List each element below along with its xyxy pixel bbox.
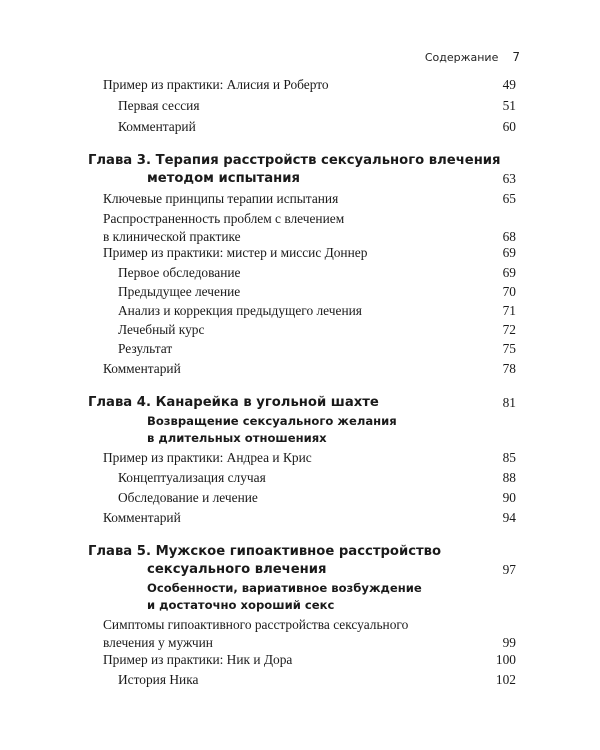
toc-entry-title: Обследование и лечение	[118, 490, 258, 505]
toc-entry-title: Пример из практики: Андреа и Крис	[103, 450, 312, 465]
toc-entry-page: 49	[502, 77, 516, 92]
toc-entry-title: Первая сессия	[118, 98, 200, 113]
toc-entry-page: 69	[502, 265, 516, 280]
chapter-subtitle-line2: в длительных отношениях	[147, 431, 327, 445]
chapter-title-line1: Глава 3. Терапия расстройств сексуального влечения	[88, 153, 501, 168]
page-number: 7	[512, 50, 520, 64]
toc-entry-page: 102	[495, 672, 516, 687]
toc-entry-title: Лечебный курс	[118, 322, 205, 337]
toc-entry-page: 88	[502, 470, 516, 485]
toc-entry-page: 99	[502, 635, 516, 650]
toc-entry[interactable]	[0, 616, 600, 652]
toc-entry-title-line2: в клинической практике	[103, 229, 241, 244]
chapter-title-line2: сексуального влечения	[147, 562, 327, 577]
chapter-title-line2: методом испытания	[147, 171, 300, 186]
toc-entry-title-line2: влечения у мужчин	[103, 635, 213, 650]
toc-entry-title: Результат	[118, 341, 173, 356]
chapter-title	[88, 152, 501, 188]
toc-entry-page: 68	[502, 229, 516, 244]
toc-chapter-3[interactable]	[0, 152, 600, 188]
toc-entry-title-line1: Симптомы гипоактивного расстройства сексуального	[103, 617, 409, 632]
chapter-title-line1: Глава 5. Мужское гипоактивное расстройство	[88, 544, 442, 559]
toc-entry-title: Комментарий	[103, 510, 181, 525]
toc-entry-page: 85	[502, 450, 516, 465]
chapter-subtitle-line2: и достаточно хороший секс	[147, 598, 335, 612]
toc-entry-title: Концептуализация случая	[118, 470, 266, 485]
toc-entry[interactable]	[0, 210, 600, 246]
chapter-subtitle	[147, 580, 422, 614]
running-head-title: Содержание	[424, 51, 499, 64]
toc-entry-title: Комментарий	[118, 119, 196, 134]
chapter-subtitle-line1: Возвращение сексуального желания	[147, 414, 397, 428]
toc-entry-title: Анализ и коррекция предыдущего лечения	[118, 303, 362, 318]
toc-entry-page: 100	[495, 652, 516, 667]
toc-entry-title: Первое обследование	[118, 265, 241, 280]
toc-entry-title: История Ника	[118, 672, 199, 687]
toc-entry-title: Предыдущее лечение	[118, 284, 241, 299]
toc-entry-page: 81	[502, 395, 516, 410]
toc-entry-page: 51	[502, 98, 516, 113]
toc-entry-page: 60	[502, 119, 516, 134]
toc-entry-page: 70	[502, 284, 516, 299]
toc-entry-page: 94	[502, 510, 516, 525]
chapter-subtitle	[147, 413, 397, 447]
toc-entry-page: 97	[502, 562, 516, 577]
toc-entry-title: Пример из практики: Ник и Дора	[103, 652, 293, 667]
toc-entry-title	[103, 616, 408, 652]
toc-chapter-5[interactable]	[0, 543, 600, 579]
toc-entry-page: 65	[502, 191, 516, 206]
toc-entry-title: Комментарий	[103, 361, 181, 376]
chapter-title: Глава 4. Канарейка в угольной шахте	[88, 395, 379, 410]
running-head	[425, 50, 520, 64]
toc-entry-page: 75	[502, 341, 516, 356]
chapter-subtitle-line1: Особенности, вариативное возбуждение	[147, 581, 422, 595]
toc-entry-page: 63	[502, 171, 516, 186]
toc-entry-title	[103, 210, 344, 246]
toc-entry-page: 72	[502, 322, 516, 337]
chapter-title	[88, 543, 441, 579]
toc-entry-title: Ключевые принципы терапии испытания	[103, 191, 339, 206]
toc-entry-title: Пример из практики: Алисия и Роберто	[103, 77, 329, 92]
toc-entry-page: 69	[502, 245, 516, 260]
toc-entry-title: Пример из практики: мистер и миссис Доннер	[103, 245, 368, 260]
toc-entry-page: 71	[502, 303, 516, 318]
toc-entry-title-line1: Распространенность проблем с влечением	[103, 211, 345, 226]
toc-entry-page: 78	[502, 361, 516, 376]
toc-entry-page: 90	[502, 490, 516, 505]
